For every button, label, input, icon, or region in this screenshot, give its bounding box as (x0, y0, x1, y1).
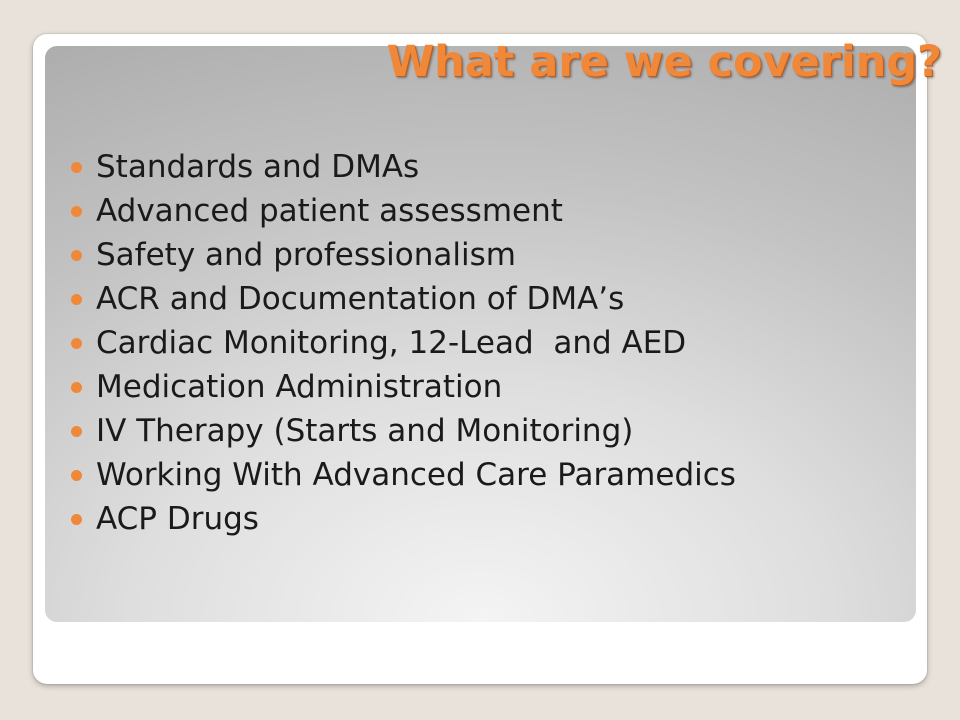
bullet-item (71, 409, 736, 453)
bullet-item (71, 497, 736, 541)
bullet-icon (71, 470, 82, 481)
bullet-item (71, 189, 736, 233)
bullet-item (71, 453, 736, 497)
bullet-text: Cardiac Monitoring, 12-Lead and AED (96, 325, 687, 361)
slide-title: What are we covering? (386, 37, 942, 87)
bullet-icon (71, 338, 82, 349)
bullet-list (71, 145, 736, 541)
bullet-text: IV Therapy (Starts and Monitoring) (96, 413, 634, 449)
bullet-text: Advanced patient assessment (96, 193, 563, 229)
bullet-icon (71, 206, 82, 217)
bullet-icon (71, 294, 82, 305)
bullet-item (71, 145, 736, 189)
bullet-icon (71, 250, 82, 261)
bullet-text: Standards and DMAs (96, 149, 420, 185)
bullet-item (71, 277, 736, 321)
bullet-icon (71, 162, 82, 173)
bullet-item (71, 233, 736, 277)
bullet-item (71, 321, 736, 365)
bullet-icon (71, 426, 82, 437)
bullet-icon (71, 382, 82, 393)
bullet-icon (71, 514, 82, 525)
bullet-text: ACP Drugs (96, 501, 259, 537)
bullet-text: Medication Administration (96, 369, 503, 405)
bullet-item (71, 365, 736, 409)
bullet-text: Safety and professionalism (96, 237, 516, 273)
bullet-text: ACR and Documentation of DMA’s (96, 281, 625, 317)
bullet-text: Working With Advanced Care Paramedics (96, 457, 736, 493)
